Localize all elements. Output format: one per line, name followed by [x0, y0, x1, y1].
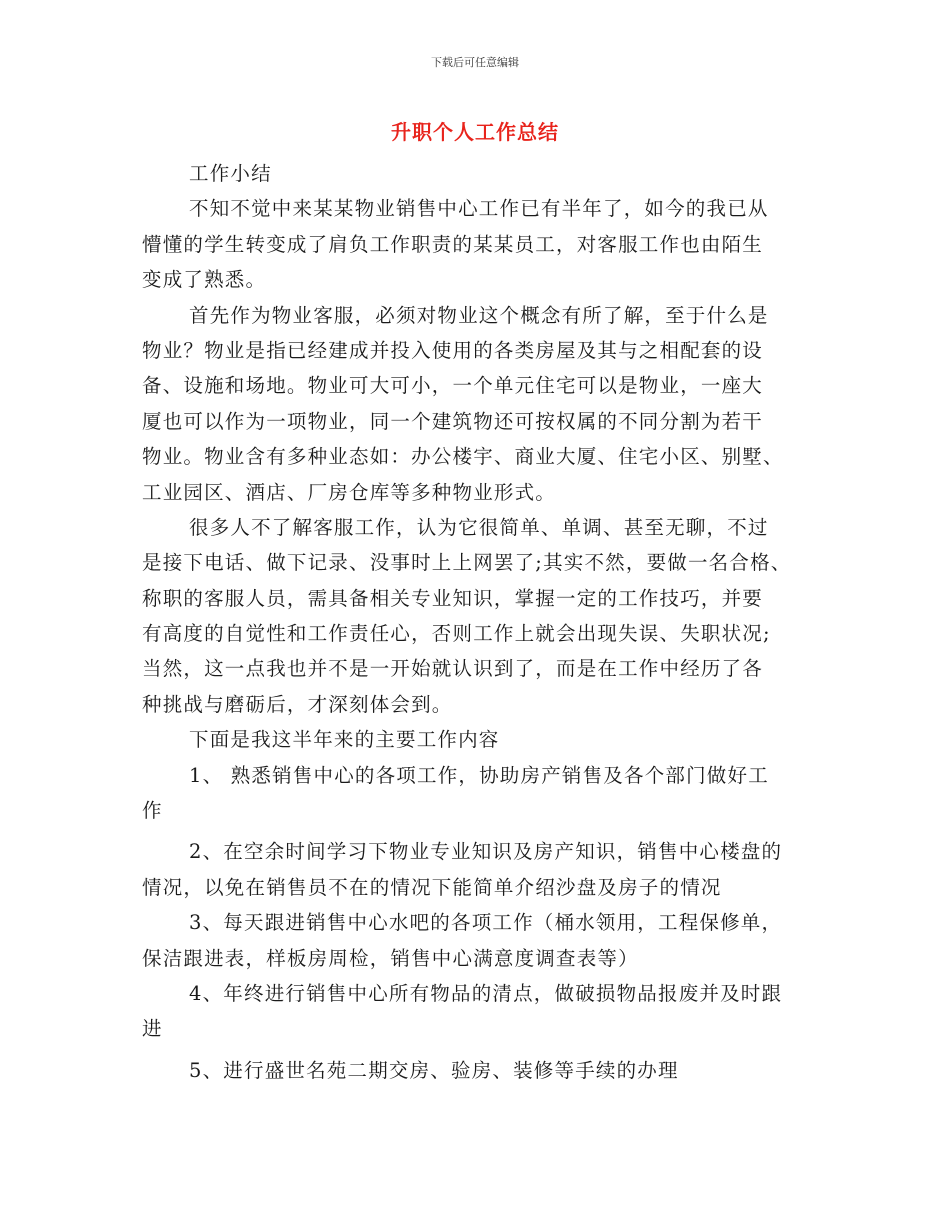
text-line: 1、 熟悉销售中心的各项工作，协助房产销售及各个部门做好工: [189, 763, 769, 787]
text-line: 懵懂的学生转变成了肩负工作职责的某某员工，对客服工作也由陌生: [142, 232, 764, 256]
text-line: 不知不觉中来某某物业销售中心工作已有半年了，如今的我已从: [189, 197, 769, 221]
text-line: 变成了熟悉。: [142, 268, 267, 292]
text-line: 工作小结: [189, 162, 272, 185]
text-line: 进: [142, 1017, 163, 1041]
text-line: 5、进行盛世名苑二期交房、验房、装修等手续的办理: [189, 1058, 679, 1082]
text-line: 当然，这一点我也并不是一开始就认识到了，而是在工作中经历了各: [142, 657, 764, 681]
header-note: 下载后可任意编辑: [431, 56, 519, 69]
document-title: 升职个人工作总结: [391, 120, 559, 144]
text-line: 备、设施和场地。物业可大可小，一个单元住宅可以是物业，一座大: [142, 374, 764, 398]
document-body: [142, 156, 832, 1088]
text-line: 下面是我这半年来的主要工作内容: [189, 728, 500, 752]
text-line: 种挑战与磨砺后，才深刻体会到。: [142, 692, 453, 716]
text-line: 情况，以免在销售员不在的情况下能简单介绍沙盘及房子的情况: [142, 875, 722, 899]
text-line: 工业园区、酒店、厂房仓库等多种物业形式。: [142, 480, 557, 504]
text-line: 有高度的自觉性和工作责任心，否则工作上就会出现失误、失职状况;: [142, 622, 771, 646]
text-line: 作: [142, 799, 163, 823]
text-line: 是接下电话、做下记录、没事时上上网罢了;其实不然，要做一名合格、: [142, 551, 792, 575]
text-line: 2、在空余时间学习下物业专业知识及房产知识，销售中心楼盘的: [189, 840, 783, 864]
text-line: 很多人不了解客服工作，认为它很简单、单调、甚至无聊，不过: [189, 515, 769, 539]
text-line: 厦也可以作为一项物业，同一个建筑物还可按权属的不同分割为若干: [142, 409, 764, 433]
text-line: 保洁跟进表，样板房周检，销售中心满意度调查表等）: [142, 946, 639, 970]
text-line: 物业。物业含有多种业态如：办公楼宇、商业大厦、住宅小区、别墅、: [142, 445, 784, 469]
text-line: 物业？物业是指已经建成并投入使用的各类房屋及其与之相配套的设: [142, 338, 764, 362]
text-line: 首先作为物业客服，必须对物业这个概念有所了解，至于什么是: [189, 303, 769, 327]
text-line: 称职的客服人员，需具备相关专业知识，掌握一定的工作技巧，并要: [142, 586, 764, 610]
text-line: 4、年终进行销售中心所有物品的清点，做破损物品报废并及时跟: [189, 981, 783, 1005]
text-line: 3、每天跟进销售中心水吧的各项工作（桶水领用，工程保修单，: [189, 911, 783, 935]
